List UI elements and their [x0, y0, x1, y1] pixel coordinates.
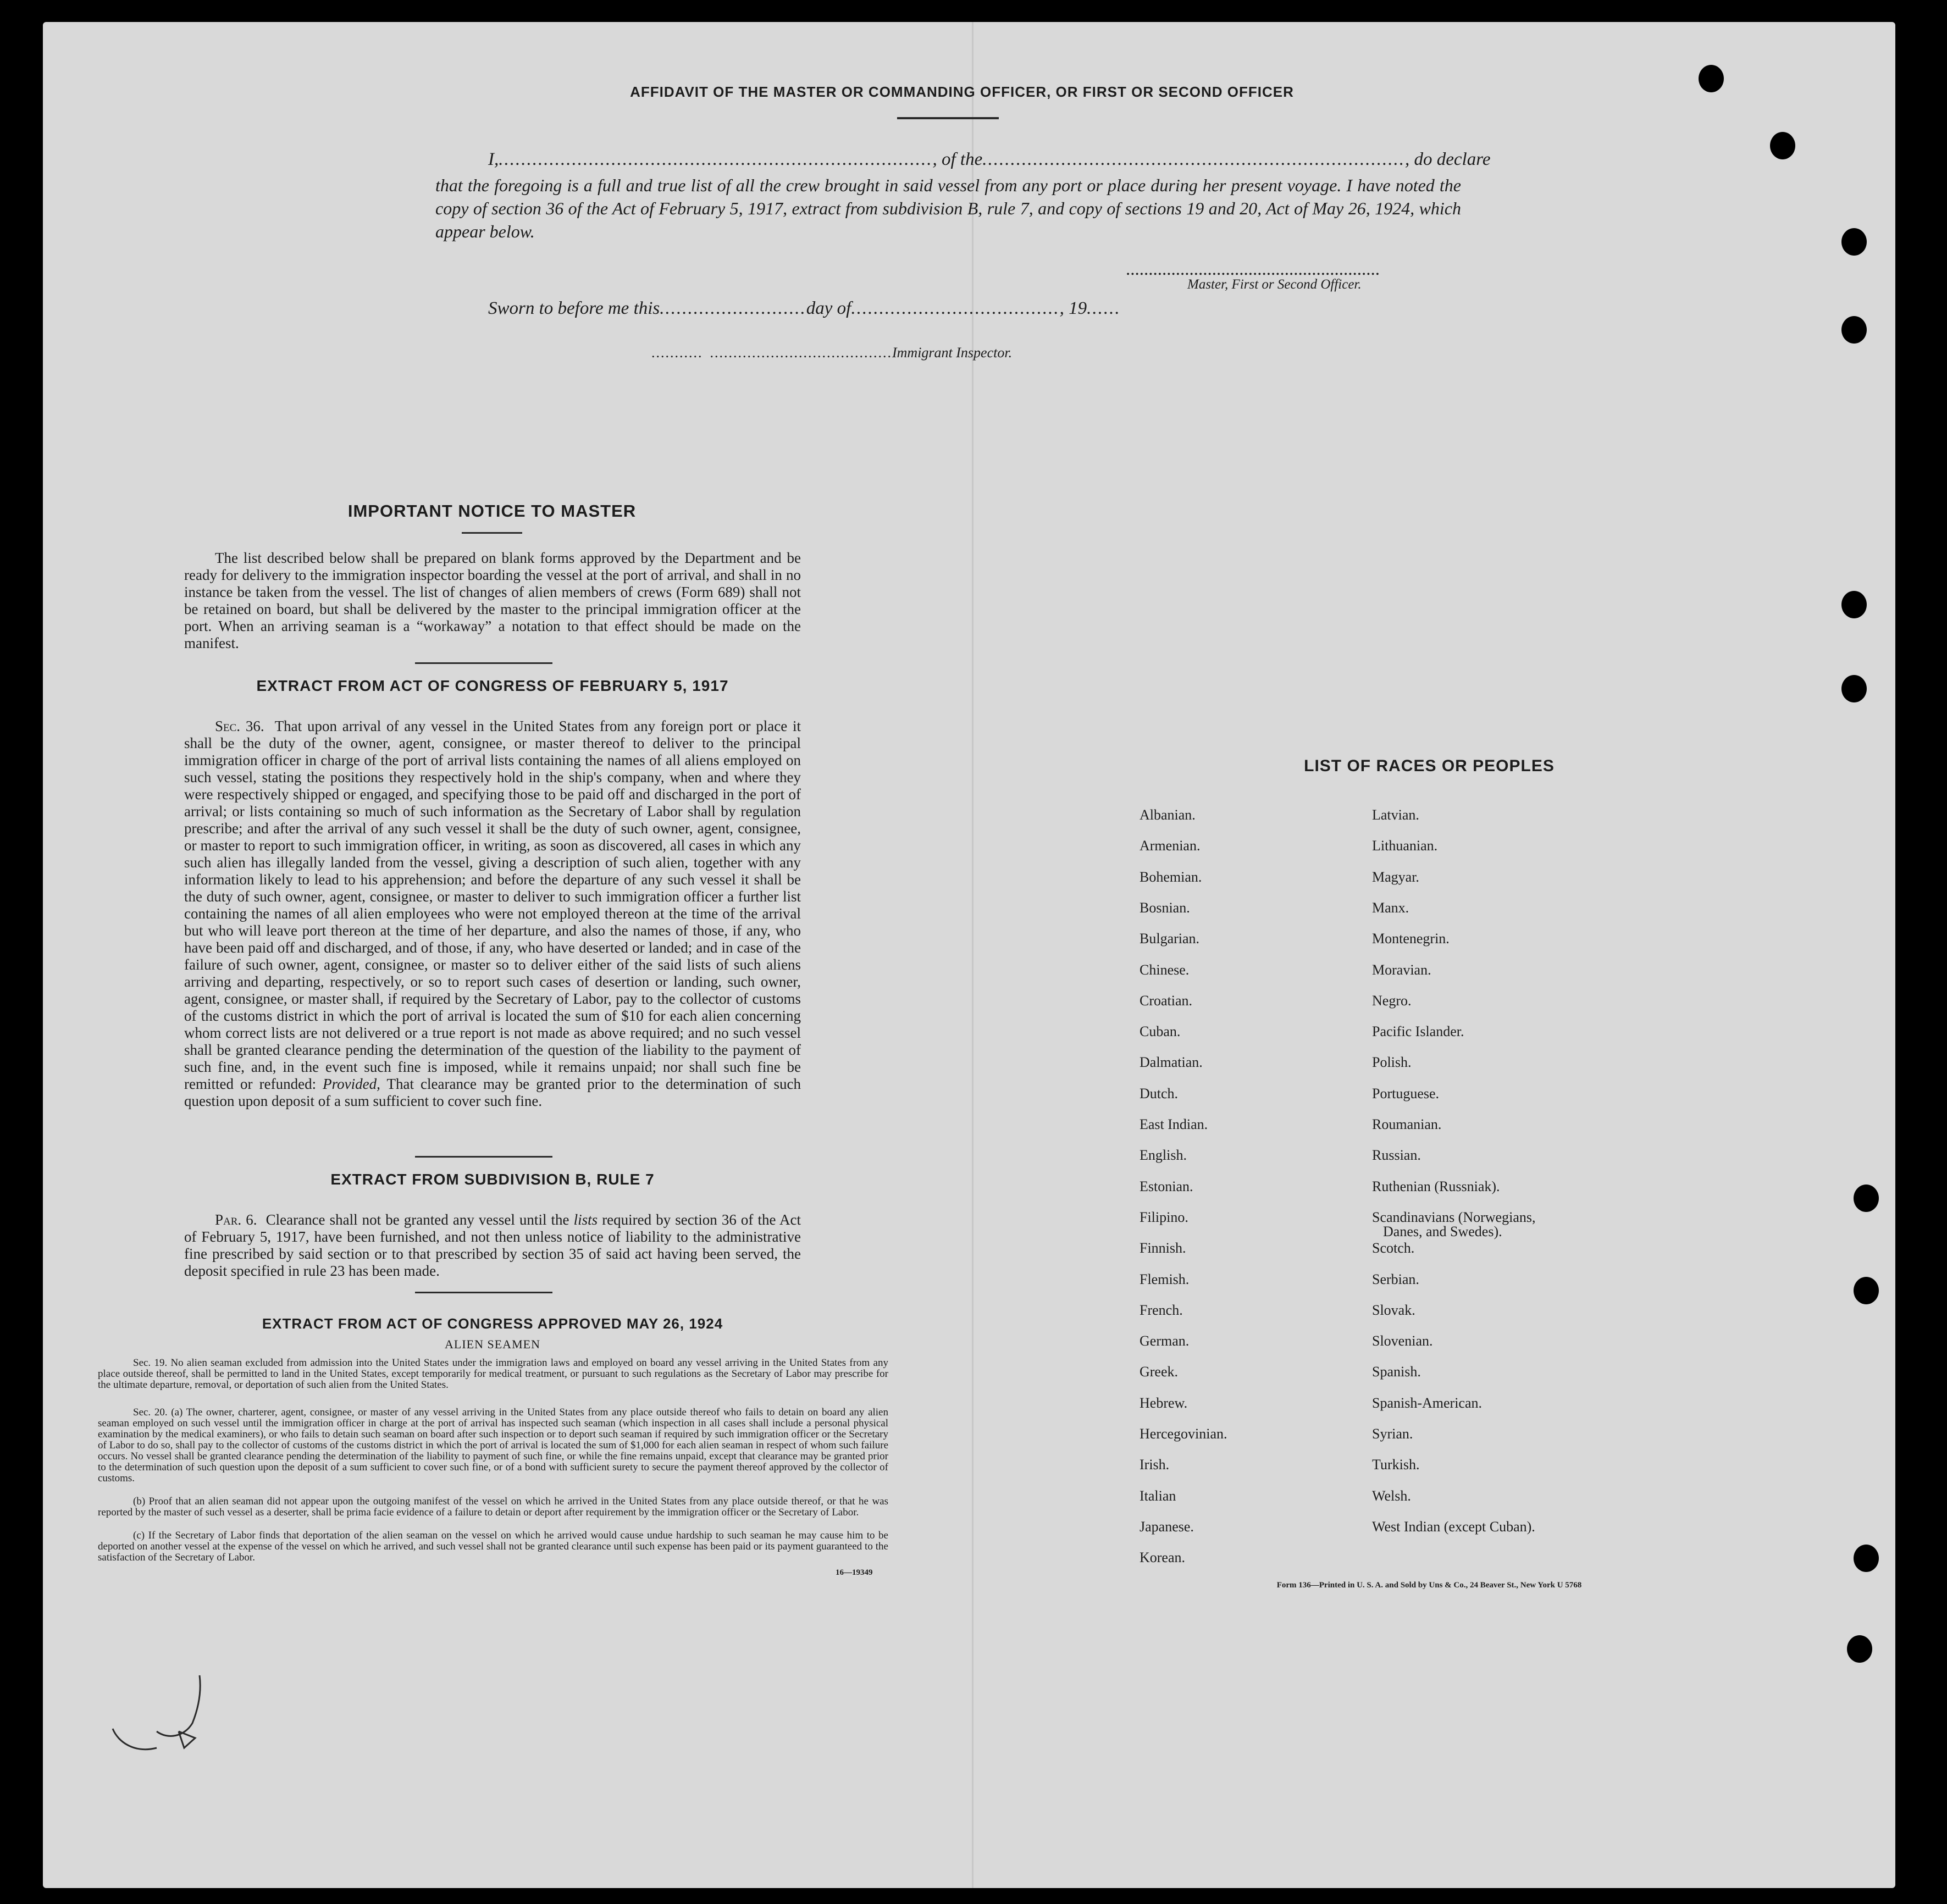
race-item: East Indian.: [1140, 1116, 1208, 1132]
day-of-label: day of: [806, 298, 851, 318]
punch-hole: [1841, 591, 1867, 618]
race-item: Italian: [1140, 1487, 1176, 1504]
rule7-body-b: required by section 36 of the Act of February 5, 1917, have been furnished, and not then unless notice of liability to the administrative fine prescribed by said section or to that prescribed by section 35 of said act having been served, the deposit specified in rule 23 has been made.: [184, 1211, 801, 1279]
race-item: Pacific Islander.: [1372, 1023, 1464, 1040]
race-item: Slovenian.: [1372, 1333, 1433, 1349]
punch-hole: [1841, 228, 1867, 256]
race-item: Latvian.: [1372, 807, 1419, 823]
section-36-body: That upon arrival of any vessel in the United States from any foreign port or place it shall be the duty of the owner, agent, consignee, or master thereof to deliver to the principal immigration officer in charge of the port of arrival lists containing the names of all aliens employed on such vessel, stating the positions they respectively hold in the ship's company, when and where they were respectively shipped or engaged, and specifying those to be paid off and discharged in the port of arrival; or lists containing so much of such information as the Secretary of Labor shall by regulation prescribe; and after the arrival of any such vessel it shall be the duty of such owner, agent, consignee, or master to report to such immigration officer, in writing, as soon as discovered, all cases in which any such alien has illegally landed from the vessel, giving a description of such alien, together with any information likely to lead to his apprehension; and before the departure of any such vessel it shall be the duty of such owner, agent, consignee, or master to deliver to such immigration officer a further list containing the names of all alien employees who were not employed thereon at the time of the arrival but who will leave port thereon at the time of her departure, and also the names of those, if any, who have been paid off and discharged, and of those, if any, who have deserted or landed; and in case of the failure of such owner, agent, consignee, or master so to deliver either of the said lists of such aliens arriving and departing, respectively, or so to report such cases of desertion or landing, such owner, agent, consignee, or master shall, if required by the Secretary of Labor, pay to the collector of customs of the customs district in which the port of arrival is located the sum of $10 for each alien concerning whom correct lists are not delivered or a true report is not made as above required; and no such vessel shall be granted clearance pending the determination of the question of the liability to the payment of such fine, and, in the event such fine is imposed, while it remains unpaid; nor shall such fine be remitted or refunded:: [184, 718, 801, 1092]
race-item: Montenegrin.: [1372, 931, 1450, 947]
punch-hole: [1854, 1545, 1879, 1572]
punch-hole: [1841, 316, 1867, 344]
form-code: 16—19349: [836, 1568, 873, 1577]
races-title: LIST OF RACES OR PEOPLES: [1304, 757, 1555, 775]
race-item: Japanese.: [1140, 1518, 1194, 1535]
punch-hole: [1854, 1277, 1879, 1304]
race-item: Finnish.: [1140, 1240, 1186, 1257]
race-item: Slovak.: [1372, 1302, 1415, 1318]
sec-19-text: [98, 1358, 888, 1391]
race-item: Bulgarian.: [1140, 931, 1200, 947]
do-declare-label: , do declare: [1404, 150, 1491, 169]
inspector-line: [651, 345, 1012, 361]
lists-word: lists: [573, 1211, 598, 1228]
race-item: Moravian.: [1372, 961, 1431, 978]
provided-label: Provided,: [323, 1076, 380, 1092]
race-item: Spanish-American.: [1372, 1394, 1483, 1411]
race-item: Lithuanian.: [1372, 838, 1438, 854]
sworn-year-blank: ......: [1087, 298, 1121, 318]
sec-20b-text: [98, 1496, 888, 1518]
race-item: Polish.: [1372, 1054, 1412, 1071]
affidavit-title: AFFIDAVIT OF THE MASTER OR COMMANDING OFFICER, OR FIRST OR SECOND OFFICER: [630, 84, 1294, 100]
punch-hole: [1841, 675, 1867, 702]
race-item: English.: [1140, 1147, 1187, 1164]
signature-line: ........................................................: [1126, 259, 1380, 279]
rule7-title: EXTRACT FROM SUBDIVISION B, RULE 7: [330, 1171, 655, 1188]
race-item: Hercegovinian.: [1140, 1426, 1227, 1442]
races-list: [1140, 807, 1634, 1576]
affidavit-declaration-line: [488, 150, 1490, 170]
extract-1917-text: [184, 718, 801, 1110]
sworn-label: Sworn to before me this: [488, 298, 660, 318]
handwritten-mark: [102, 1671, 223, 1753]
race-item: Hebrew.: [1140, 1394, 1188, 1411]
race-item: Manx.: [1372, 899, 1409, 916]
inspector-caption: Immigrant Inspector.: [892, 345, 1013, 361]
year-label: , 19: [1059, 298, 1087, 318]
inspector-blank-1: ...........: [651, 345, 703, 361]
extract-1924-title: EXTRACT FROM ACT OF CONGRESS APPROVED MAY 26, 1924: [262, 1315, 723, 1332]
extract-1917-title: EXTRACT FROM ACT OF CONGRESS OF FEBRUARY 5, 1917: [256, 677, 729, 694]
section-rule: [415, 1156, 552, 1158]
race-item: Roumanian.: [1372, 1116, 1442, 1132]
race-item: Chinese.: [1140, 961, 1190, 978]
race-item: Cuban.: [1140, 1023, 1181, 1040]
race-item: Spanish.: [1372, 1364, 1421, 1380]
race-item: Bosnian.: [1140, 899, 1190, 916]
signature-caption: Master, First or Second Officer.: [1187, 277, 1362, 292]
race-item: Armenian.: [1140, 838, 1201, 854]
notice-title: IMPORTANT NOTICE TO MASTER: [347, 501, 637, 521]
sec-20c-text: [98, 1530, 888, 1563]
sworn-month-blank: .....................................: [851, 298, 1060, 318]
inspector-blank-2: .......................................: [710, 345, 892, 361]
section-rule: [415, 662, 552, 664]
race-item: Magyar.: [1372, 868, 1419, 885]
affidavit-i-label: I,: [488, 150, 499, 169]
sec-20a-text: [98, 1407, 888, 1484]
race-item: Syrian.: [1372, 1426, 1413, 1442]
par-6-label: Par. 6.: [215, 1211, 257, 1228]
notice-body: The list described below shall be prepared on blank forms approved by the Department and be ready for delivery to the immigration inspector boarding the vessel at the port of arrival, and shall in no instance be taken from the vessel. The list of changes of alien members of crews (Form 689) shall not be retained on board, but shall be delivered by the master to the principal immigration officer at the port. When an arriving seaman is a “workaway” a notation to that effect should be made on the manifest.: [184, 550, 801, 651]
race-item: Flemish.: [1140, 1271, 1190, 1287]
race-item: Estonian.: [1140, 1178, 1193, 1194]
of-the-label: , of the: [932, 150, 983, 169]
race-item: Greek.: [1140, 1364, 1179, 1380]
race-item: Russian.: [1372, 1147, 1421, 1164]
race-item: Filipino.: [1140, 1209, 1188, 1225]
race-item: Bohemian.: [1140, 868, 1202, 885]
sworn-line: [488, 298, 1121, 319]
race-item: Negro.: [1372, 992, 1412, 1009]
races-footer: Form 136—Printed in U. S. A. and Sold by Uns & Co., 24 Beaver St., New York U 5768: [1276, 1581, 1582, 1590]
section-rule: [415, 1292, 552, 1293]
race-item: Albanian.: [1140, 807, 1196, 823]
race-item: Turkish.: [1372, 1457, 1420, 1473]
race-item: German.: [1140, 1333, 1190, 1349]
rule7-text: [184, 1211, 801, 1280]
race-item: Scotch.: [1372, 1240, 1415, 1257]
notice-rule: [462, 532, 522, 534]
race-item: French.: [1140, 1302, 1183, 1318]
section-36-label: Sec. 36.: [215, 718, 264, 734]
sec-20c-body: (c) If the Secretary of Labor finds that deportation of the alien seaman on the vessel on which he arrived would cause undue hardship to such seaman he may cause him to be deported on another vessel at the expense of the vessel on which he arrived, and such vessel shall not be granted clearance until such expense has been paid or its payment guaranteed to the satisfaction of the Secretary of Labor.: [98, 1530, 888, 1563]
race-item: Portuguese.: [1372, 1085, 1440, 1102]
extract-1924-subtitle: ALIEN SEAMEN: [445, 1337, 540, 1351]
race-item: Dalmatian.: [1140, 1054, 1203, 1071]
punch-hole: [1770, 132, 1795, 159]
notice-text: [184, 550, 801, 652]
race-item: Welsh.: [1372, 1487, 1411, 1504]
race-item: Dutch.: [1140, 1085, 1179, 1102]
punch-hole: [1847, 1635, 1872, 1663]
title-rule: [897, 117, 999, 119]
affidavit-body: that the foregoing is a full and true list of all the crew brought in said vessel from any port or place during her present voyage. I have noted the copy of section 36 of the Act of February 5, 1917, extract from subdivision B, rule 7, and copy of sections 19 and 20, Act of May 26, 1924, which appear below.: [435, 175, 1461, 241]
name-blank: .............................................................................: [499, 150, 933, 169]
rule7-body-a: Clearance shall not be granted any vessel until the: [266, 1211, 569, 1228]
race-item: Korean.: [1140, 1549, 1186, 1566]
race-item: Croatian.: [1140, 992, 1193, 1009]
race-item: West Indian (except Cuban).: [1372, 1518, 1535, 1535]
race-item: Danes, and Swedes).: [1383, 1223, 1502, 1239]
sec-19-body: Sec. 19. No alien seaman excluded from admission into the United States under the immigration laws and employed on board any vessel arriving in the United States from any place outside thereof, shall be permitted to land in the United States, except temporarily for medical treatment, or pursuant to such regulations as the Secretary of Labor may prescribe for the ultimate departure, removal, or deportation of such alien from the United States.: [98, 1357, 888, 1391]
vessel-blank: ...........................................................................: [982, 150, 1405, 169]
section-36-tail: That clearance may be granted prior to the determination of such question upon deposit of a sum sufficient to cover such fine.: [184, 1076, 801, 1109]
punch-hole: [1699, 65, 1724, 92]
sec-20a-body: Sec. 20. (a) The owner, charterer, agent, consignee, or master of any vessel arriving in the United States from any place outside thereof who fails to detain on board any alien seaman employed on such vessel until the immigration officer in charge at the port of arrival has inspected such seaman (which inspection in all cases shall include a personal physical examination by the medical examiners), or who fails to detain such seaman on board after such inspection or to deport such seaman if required by such immigration officer or the Secretary of Labor to do so, shall pay to the collector of customs of the customs district in which the port of arrival is located the sum of $1,000 for each alien seaman in respect of whom such failure occurs. No vessel shall be granted clearance pending the determination of the liability to payment of such fine, or while the fine remains unpaid, except that clearance may be granted prior to the determination of such question upon the deposit of a sum sufficient to cover such fine, or of a bond with sufficient surety to secure the payment thereof approved by the collector of customs.: [98, 1407, 888, 1484]
race-item: Serbian.: [1372, 1271, 1419, 1287]
sworn-date-blank: ..........................: [660, 298, 806, 318]
race-item: Irish.: [1140, 1457, 1170, 1473]
sec-20b-body: (b) Proof that an alien seaman did not appear upon the outgoing manifest of the vessel on which he arrived in the United States from any place outside thereof, or that he was reported by the master of such vessel as a deserter, shall be prima facie evidence of a failure to detain or deport after requirement by the immigration officer or the Secretary of Labor.: [98, 1496, 888, 1518]
race-item: Scandinavians (Norwegians,: [1372, 1209, 1536, 1225]
race-item: Ruthenian (Russniak).: [1372, 1178, 1500, 1194]
punch-hole: [1854, 1185, 1879, 1212]
